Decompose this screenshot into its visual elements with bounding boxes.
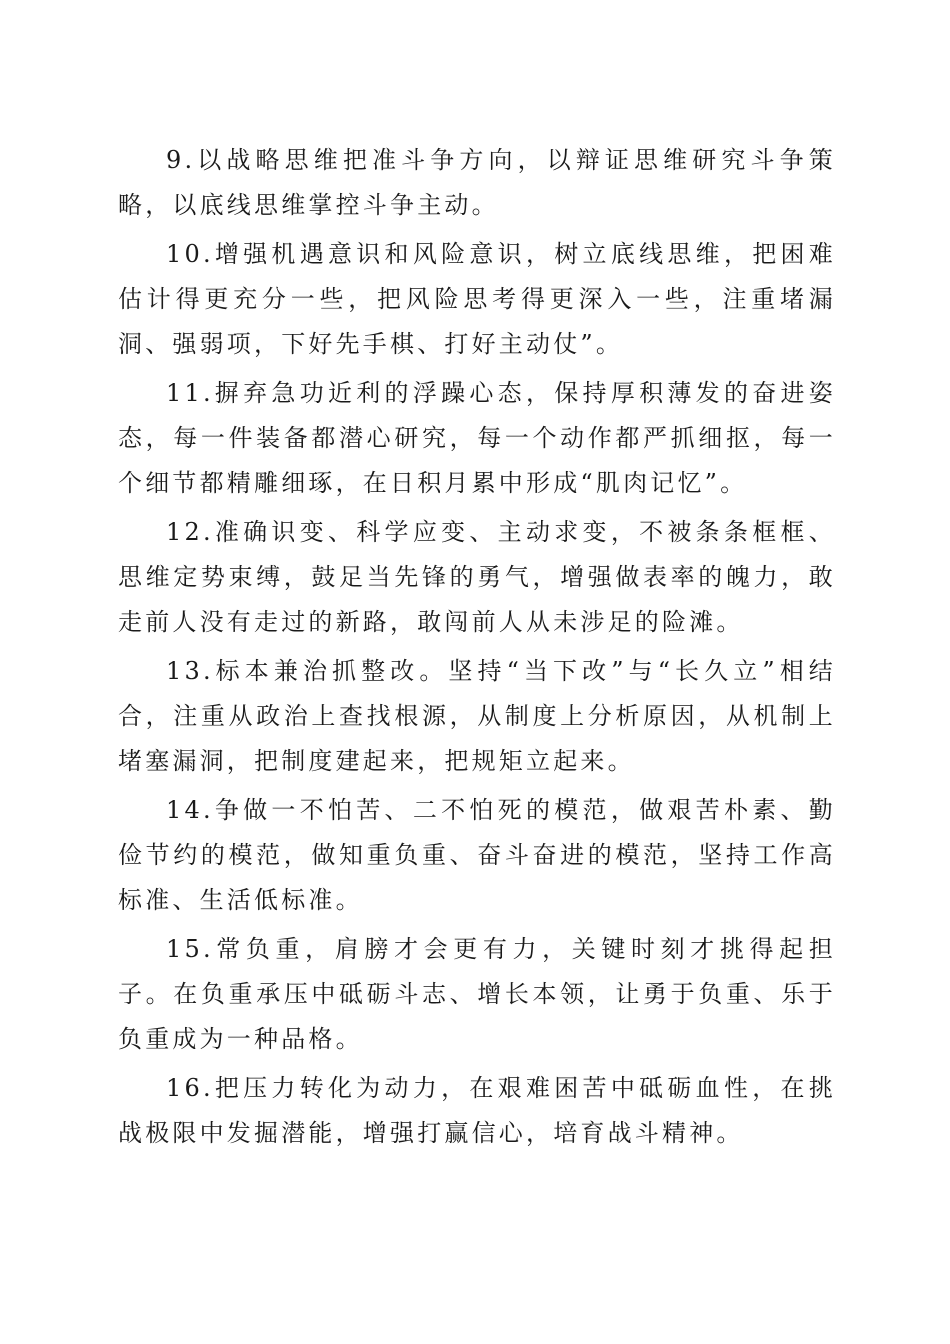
paragraph-14: 14.争做一不怕苦、二不怕死的模范，做艰苦朴素、勤俭节约的模范，做知重负重、奋斗奋进的模范，坚持工作高标准、生活低标准。: [118, 796, 836, 914]
paragraph-13: 13.标本兼治抓整改。坚持“当下改”与“长久立”相结合，注重从政治上查找根源，从制度上分析原因，从机制上堵塞漏洞，把制度建起来，把规矩立起来。: [118, 657, 836, 775]
document-body: [118, 138, 836, 1160]
paragraph-12: 12.准确识变、科学应变、主动求变，不被条条框框、思维定势束缚，鼓足当先锋的勇气，增强做表率的魄力，敢走前人没有走过的新路，敢闯前人从未涉足的险滩。: [118, 518, 836, 636]
paragraph-9: 9.以战略思维把准斗争方向，以辩证思维研究斗争策略，以底线思维掌控斗争主动。: [118, 146, 836, 219]
paragraph-11: 11.摒弃急功近利的浮躁心态，保持厚积薄发的奋进姿态，每一件装备都潜心研究，每一个动作都严抓细抠，每一个细节都精雕细琢，在日积月累中形成“肌肉记忆”。: [118, 379, 836, 497]
paragraph-16: 16.把压力转化为动力，在艰难困苦中砥砺血性，在挑战极限中发掘潜能，增强打赢信心，培育战斗精神。: [118, 1074, 836, 1147]
paragraph-15: 15.常负重，肩膀才会更有力，关键时刻才挑得起担子。在负重承压中砥砺斗志、增长本领，让勇于负重、乐于负重成为一种品格。: [118, 935, 836, 1053]
paragraph-10: 10.增强机遇意识和风险意识，树立底线思维，把困难估计得更充分一些，把风险思考得更深入一些，注重堵漏洞、强弱项，下好先手棋、打好主动仗”。: [118, 240, 836, 358]
